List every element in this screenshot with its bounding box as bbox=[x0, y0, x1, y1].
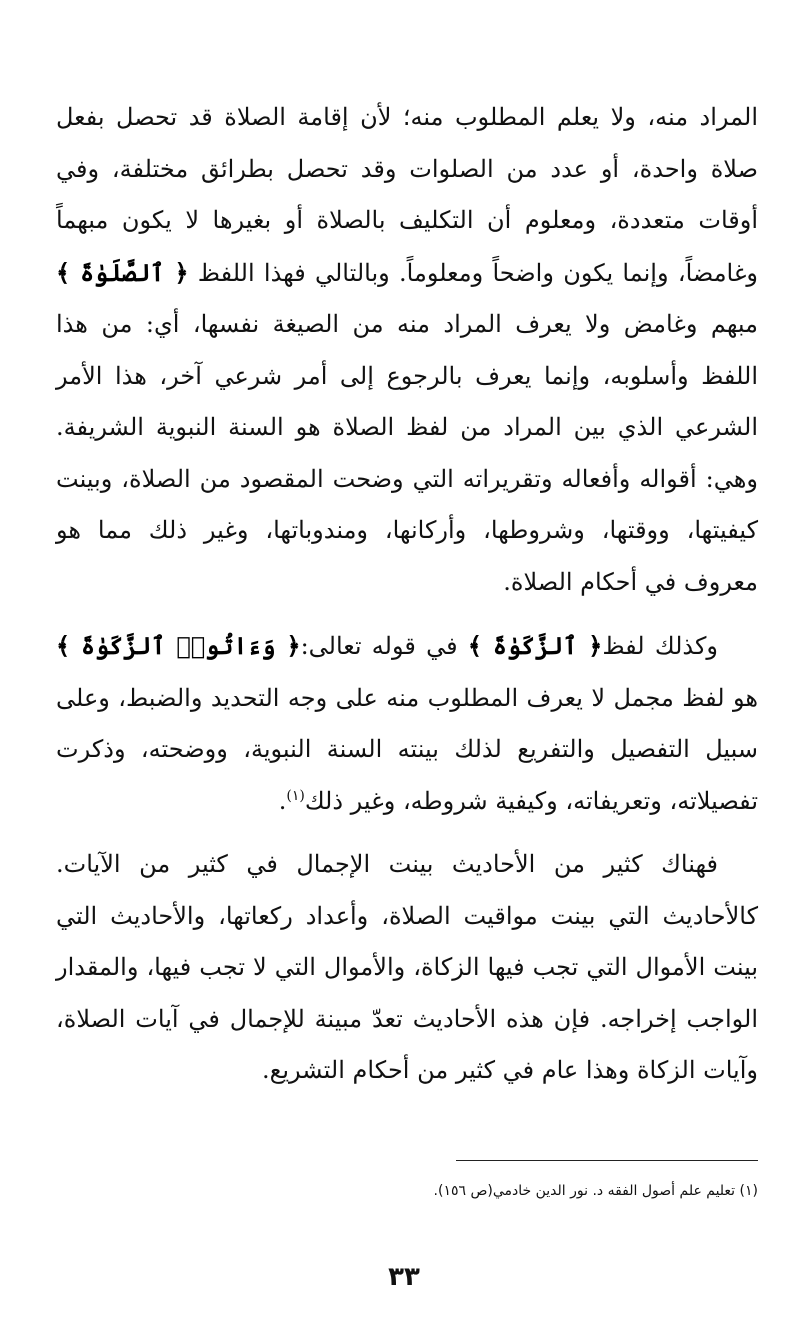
footnote-divider bbox=[456, 1160, 758, 1161]
paragraph-text: . bbox=[278, 786, 287, 815]
page-number: ٣٣ bbox=[388, 1262, 420, 1292]
paragraph-text: فهناك كثير من الأحاديث بينت الإجمال في كثير من الآيات. كالأحاديث التي بينت مواقيت الصلاة، وأعداد ركعاتها، والأحاديث التي بينت الأموال التي تجب فيها الزكاة، والأموال التي لا تجب فيها، والمقدار الواجب إخراجه. فإن هذه الأحاديث تعدّ مبينة للإجمال في آيات الصلاة، وآيات الزكاة وهذا عام في كثير من أحكام التشريع. bbox=[56, 850, 758, 1084]
footnote-reference[interactable]: (١) bbox=[286, 787, 305, 804]
paragraph-text: المراد منه، ولا يعلم المطلوب منه؛ لأن إقامة الصلاة قد تحصل بفعل صلاة واحدة، أو عدد من الصلوات وقد تحصل بطرائق مختلفة، وفي أوقات متعددة، ومعلوم أن التكليف بالصلاة أو بغيرها لا يكون مبهماً وغامضاً، وإنما يكون واضحاً ومعلوماً. وبالتالي فهذا اللفظ bbox=[56, 103, 758, 287]
footnote bbox=[56, 1180, 758, 1202]
paragraph-text: في قوله تعالى: bbox=[300, 632, 458, 660]
quran-word-zakah: ﴿ ٱلزَّكَوٰةَ ﴾ bbox=[467, 631, 603, 660]
paragraph-text: هو لفظ مجمل لا يعرف المطلوب منه على وجه التحديد والضبط، وعلى سبيل التفصيل والتفريع لذلك بينته السنة النبوية، ووضحته، وذكرت تفصيلاته، وتعريفاته، وكيفية شروطه، وغير ذلك bbox=[56, 683, 758, 815]
footnote-text: (١) تعليم علم أصول الفقه د. نور الدين خادمي(ص ١٥٦). bbox=[433, 1183, 758, 1199]
quran-verse: ﴿ وَءَاتُوا۟ ٱلزَّكَوٰةَ ﴾ bbox=[56, 631, 301, 660]
paragraph-text: وكذلك لفظ bbox=[602, 632, 719, 660]
paragraph-salah bbox=[56, 92, 758, 608]
paragraph-zakah bbox=[56, 620, 758, 827]
page-body bbox=[56, 92, 758, 1109]
paragraph-hadith bbox=[56, 839, 758, 1097]
quran-word-salah: ﴿ ٱلصَّلَوٰةَ ﴾ bbox=[56, 257, 189, 287]
paragraph-text: مبهم وغامض ولا يعرف المراد منه من الصيغة نفسها، أي: من هذا اللفظ وأسلوبه، وإنما يعرف بالرجوع إلى أمر شرعي آخر، هذا الأمر الشرعي الذي بين المراد من لفظ الصلاة هو السنة النبوية الشريفة. وهي: أقواله وأفعاله وتقريراته التي وضحت المقصود من الصلاة، وبينت كيفيتها، ووقتها، وشروطها، وأركانها، ومندوباتها، وغير ذلك مما هو معروف في أحكام الصلاة. bbox=[56, 310, 758, 596]
